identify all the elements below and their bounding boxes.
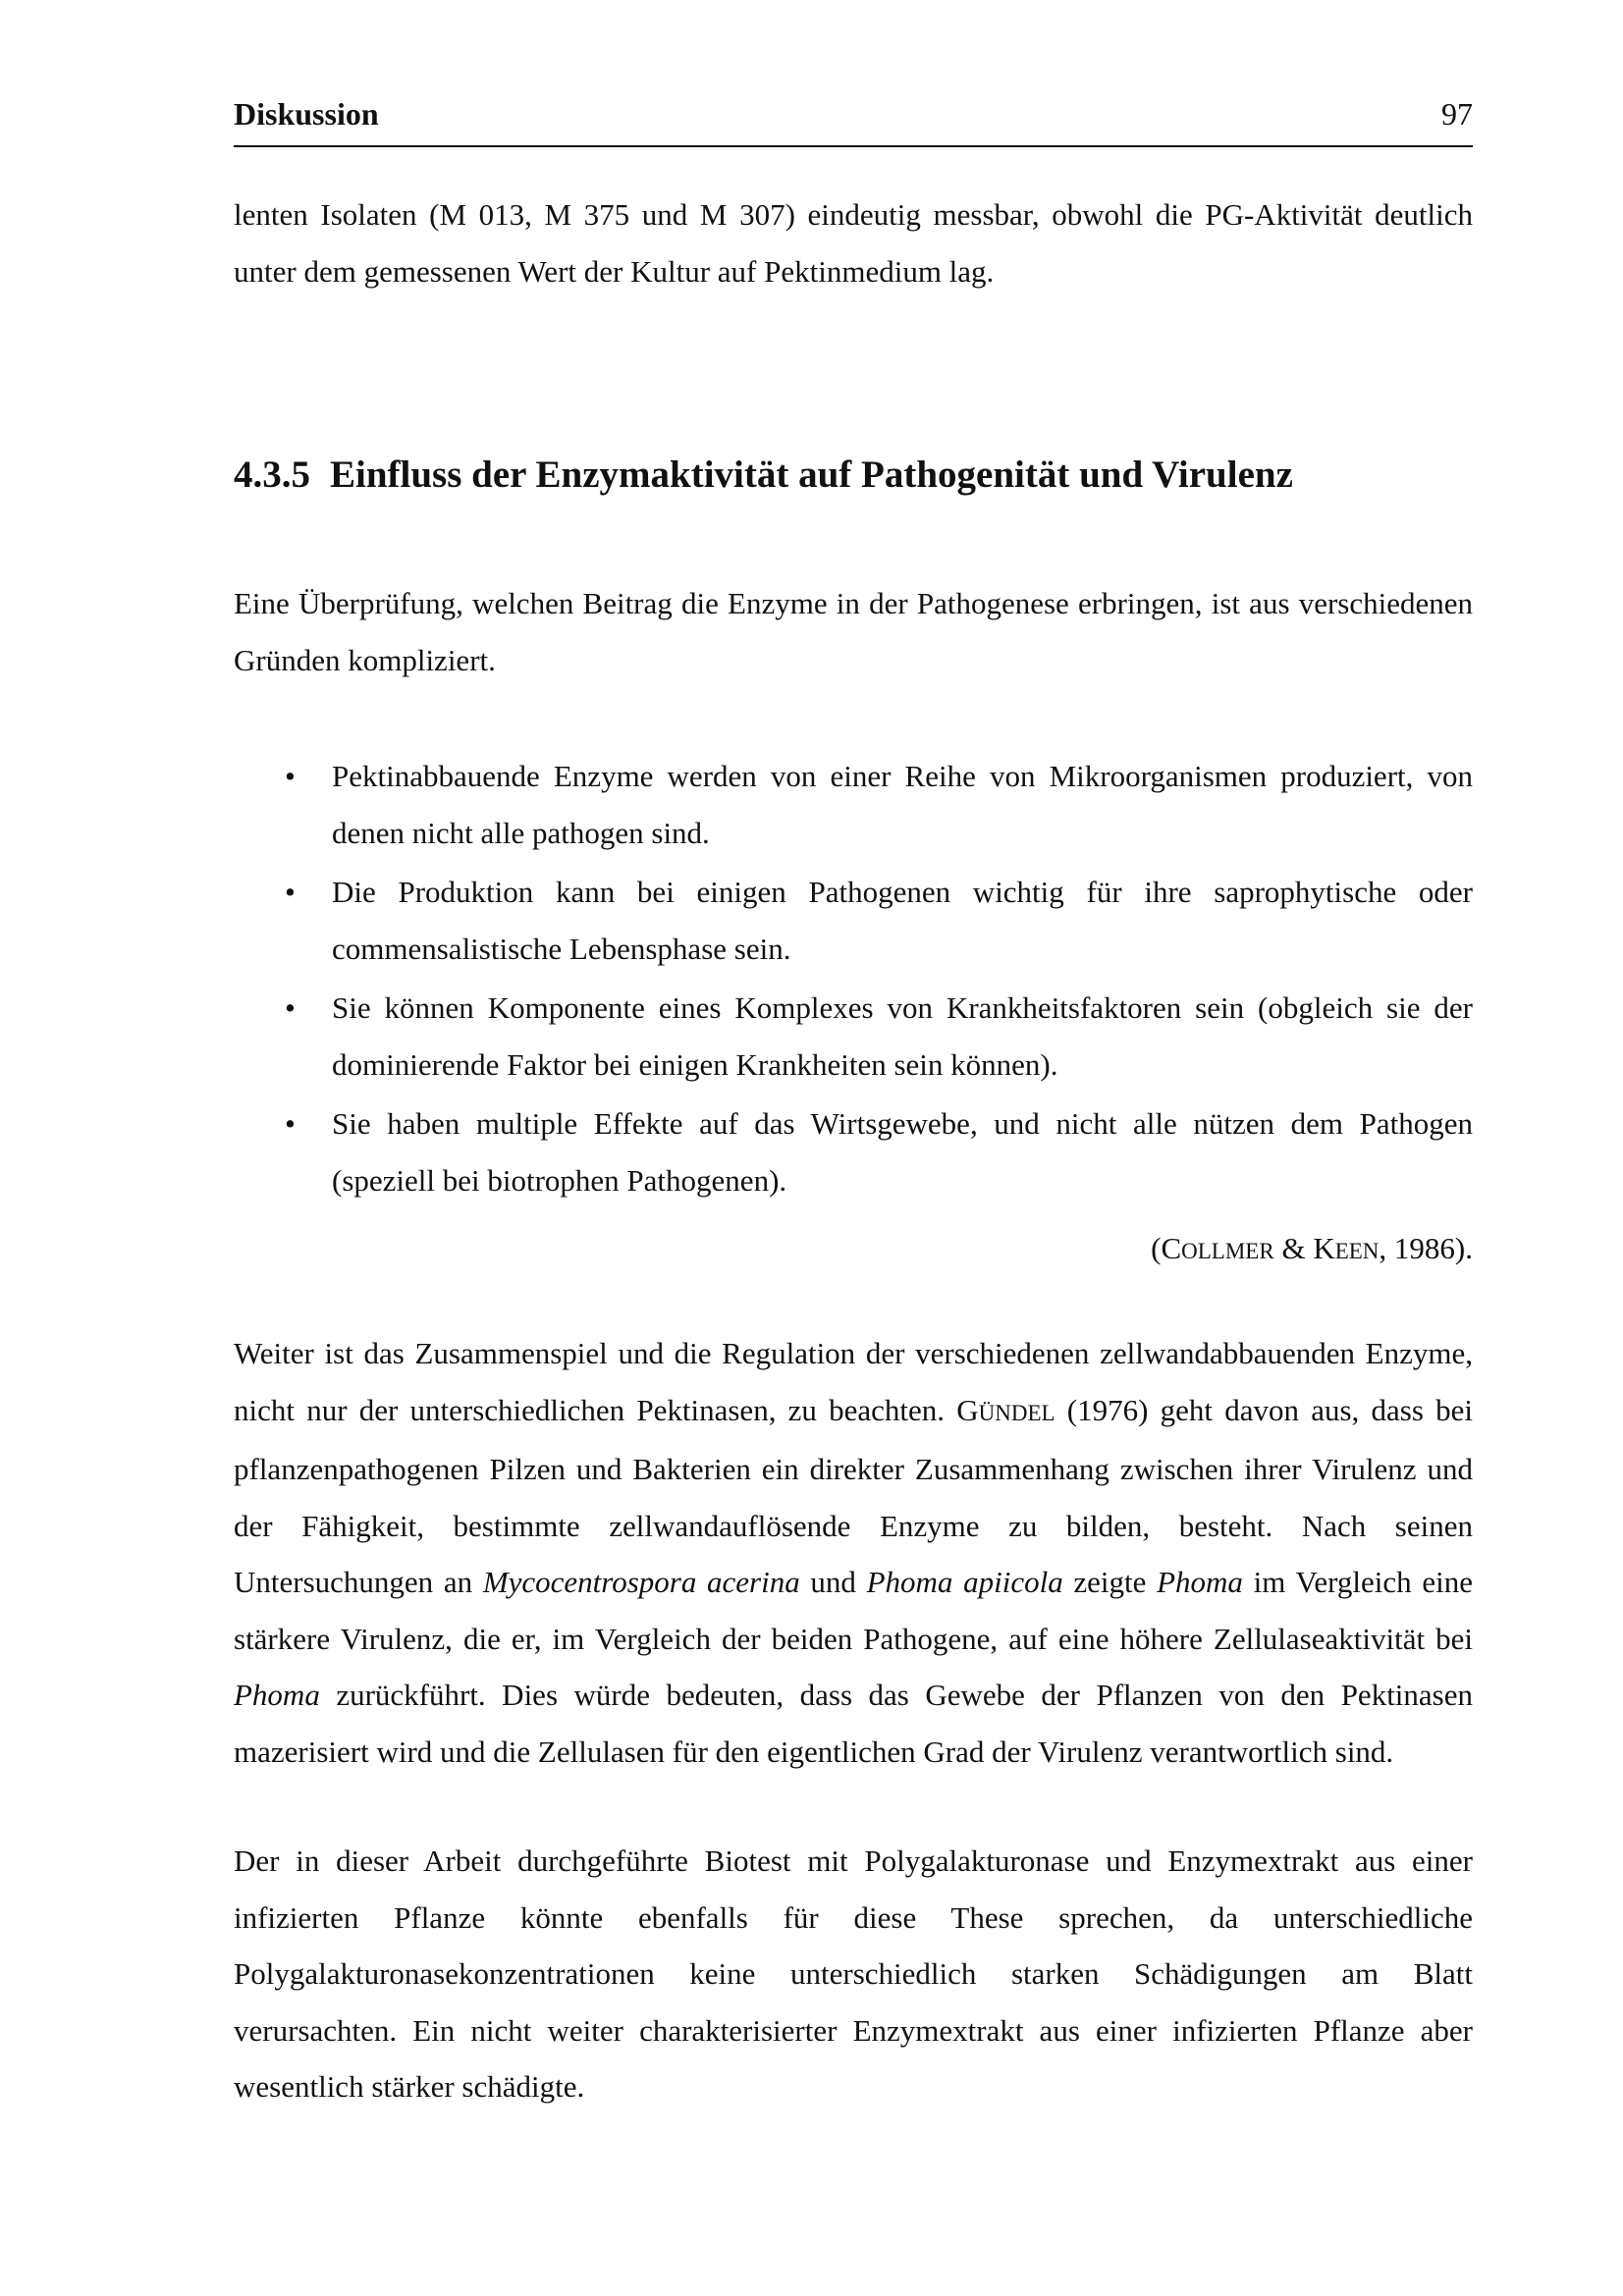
citation-author1-initial: C	[1161, 1231, 1182, 1265]
bullet-text: Pektinabbauende Enzyme werden von einer Reihe von Mikroorganismen produziert, von denen nicht alle pathogen sind.	[332, 759, 1473, 850]
text-run: und	[799, 1565, 867, 1599]
section-number: 4.3.5	[234, 454, 310, 496]
running-header	[234, 94, 1473, 147]
bullet-item	[234, 864, 1473, 977]
citation-open: (	[1151, 1231, 1162, 1265]
bullet-list	[234, 748, 1473, 1211]
bullet-item	[234, 980, 1473, 1093]
bullet-icon: •	[285, 1106, 296, 1141]
species-name: Mycocentrospora acerina	[482, 1565, 800, 1599]
bullet-icon: •	[285, 759, 296, 793]
text-run: zurückführt. Dies würde bedeuten, dass das Gewebe der Pflanzen von den Pektinasen mazerisiert wird und die Zellulasen für den eigentlichen Grad der Virulenz verantwortlich sind.	[234, 1678, 1473, 1769]
paragraph-continued: lenten Isolaten (M 013, M 375 und M 307) eindeutig messbar, obwohl die PG-Aktivität deutlich unter dem gemessenen Wert der Kultur auf Pektinmedium lag.	[234, 197, 1473, 289]
citation-author2-initial: K	[1313, 1231, 1335, 1265]
citation-ampersand: &	[1273, 1231, 1314, 1265]
author-initial: G	[956, 1392, 979, 1427]
bullet-text: Sie haben multiple Effekte auf das Wirtsgewebe, und nicht alle nützen dem Pathogen (speziell bei biotrophen Pathogenen).	[332, 1106, 1473, 1198]
section-heading	[234, 450, 1473, 501]
text-run: Weiter ist das Zusammenspiel und die Regulation der verschiedenen zellwandabbauenden Enzyme, nicht nur der unterschiedlichen Pektinasen, zu beachten.	[234, 1336, 1473, 1427]
species-name: Phoma	[1157, 1565, 1243, 1599]
citation-year: , 1986).	[1379, 1231, 1473, 1265]
page-number: 97	[1441, 96, 1473, 132]
paragraph-biotest: Der in dieser Arbeit durchgeführte Biotest mit Polygalakturonase und Enzymextrakt aus einer infizierten Pflanze könnte ebenfalls für diese These sprechen, da unterschiedliche Polygalakturonasekonzentrationen keine unterschiedlich starken Schädigungen am Blatt verursachten. Ein nicht weiter charakterisierter Enzymextrakt aus einer infizierten Pflanze aber wesentlich stärker schädigte.	[234, 1843, 1473, 2104]
bullet-item	[234, 748, 1473, 861]
chapter-title: Diskussion	[234, 96, 379, 132]
text-run: zeigte	[1062, 1565, 1158, 1599]
author-rest: ÜNDEL	[978, 1400, 1055, 1425]
citation-author1-rest: OLLMER	[1181, 1239, 1274, 1263]
section-title: Einfluss der Enzymaktivität auf Pathogenität und Virulenz	[330, 454, 1293, 496]
bullet-text: Sie können Komponente eines Komplexes von Krankheitsfaktoren sein (obgleich sie der dominierende Faktor bei einigen Krankheiten sein können).	[332, 990, 1473, 1082]
citation	[234, 1220, 1473, 1280]
species-name: Phoma	[234, 1678, 320, 1712]
paragraph-intro: Eine Überprüfung, welchen Beitrag die Enzyme in der Pathogenese erbringen, ist aus verschiedenen Gründen kompliziert.	[234, 586, 1473, 677]
paragraph-discussion	[234, 1325, 1473, 1780]
text-run: (1976) geht davon aus, dass bei pflanzenpathogenen Pilzen und Bakterien ein direkter Zusammenhang zwischen ihrer Virulenz und der Fähigkeit, bestimmte zellwandauflösende Enzyme zu bilden, besteht. Nach seinen Untersuchungen an	[234, 1392, 1473, 1599]
text-run: im Vergleich eine stärkere Virulenz, die er, im Vergleich der beiden Pathogene, auf eine höhere Zellulaseaktivität bei	[234, 1565, 1473, 1656]
bullet-text: Die Produktion kann bei einigen Pathogenen wichtig für ihre saprophytische oder commensalistische Lebensphase sein.	[332, 875, 1473, 966]
citation-author2-rest: EEN	[1334, 1239, 1380, 1263]
bullet-icon: •	[285, 875, 296, 909]
bullet-icon: •	[285, 990, 296, 1025]
species-name: Phoma apiicola	[866, 1565, 1063, 1599]
bullet-item	[234, 1095, 1473, 1208]
